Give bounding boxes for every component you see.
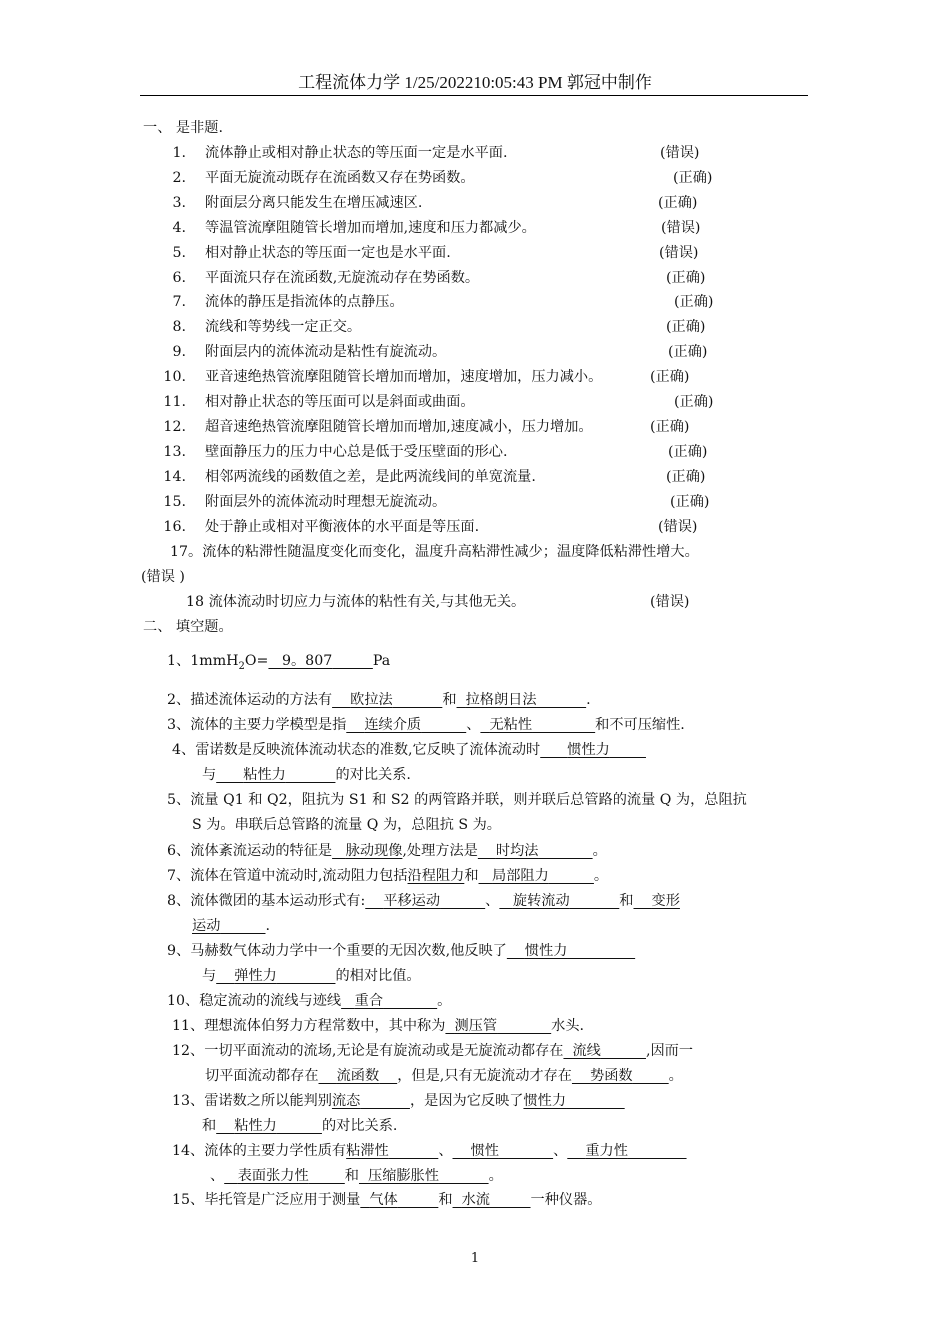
tf-item-answer: (正确) <box>658 194 698 211</box>
q3-mid: 、 <box>466 717 481 733</box>
q3-blank-1: 连续介质 <box>364 717 422 733</box>
q7-mid: 和 <box>464 868 479 884</box>
q4-blank-2: 粘性力 <box>243 767 286 783</box>
tf-item-number: 9. <box>172 344 186 361</box>
q6-mid: ,处理方法是 <box>402 843 478 859</box>
tf-item-text: 平面流只存在流函数,无旋流动存在势函数。 <box>205 269 480 286</box>
tf-item-number: 4. <box>172 219 186 236</box>
tf-item-text: 相邻两流线的函数值之差，是此两流线间的单宽流量. <box>205 468 536 485</box>
tf-item-number: 14. <box>163 468 186 485</box>
tf-item-answer: (正确) <box>668 443 708 460</box>
fill-q4-line1 <box>172 741 646 759</box>
q15-suffix: 一种仪器。 <box>530 1192 602 1208</box>
q3-prefix: 3、流体的主要力学模型是指 <box>167 717 347 733</box>
header-rule <box>140 95 808 96</box>
tf-item-answer: (正确) <box>670 493 710 510</box>
q2-blank-1: 欧拉法 <box>350 692 393 708</box>
q14-mid2: 、 <box>553 1143 568 1159</box>
q6-prefix: 6、流体紊流运动的特征是 <box>167 843 333 859</box>
tf-item-number: 5. <box>172 244 186 261</box>
q11-blank-1: 测压管 <box>454 1018 498 1034</box>
tf-item-number: 11. <box>163 394 186 410</box>
tf-item-text: 流线和等势线一定正交。 <box>205 319 362 336</box>
tf-item-text: 超音速绝热管流摩阻随管长增加而增加,速度减小，压力增加。 <box>205 418 593 435</box>
q14-blank-2: 惯性 <box>470 1143 499 1159</box>
q2-suffix: . <box>586 692 591 708</box>
q8-suffix: . <box>265 918 271 934</box>
section2-heading: 二、 填空题。 <box>143 619 233 635</box>
fill-q2 <box>167 691 591 709</box>
q12-blank-3: 势函数 <box>590 1068 633 1084</box>
tf-item-answer: (正确) <box>666 468 706 485</box>
tf-item-number: 3. <box>172 194 186 211</box>
q6-blank-1: 脉动现像 <box>345 843 403 859</box>
q3-suffix: 和不可压缩性. <box>595 717 685 733</box>
q12-mid2: ，但是,只有无旋流动才存在 <box>397 1068 572 1084</box>
q15-prefix: 15、毕托管是广泛应用于测量 <box>172 1192 361 1208</box>
tf-item-number: 12. <box>163 418 186 435</box>
tf-item-number: 6. <box>172 269 186 286</box>
tf-item-text: 附面层内的流体流动是粘性有旋流动。 <box>205 344 447 361</box>
tf-item-text: 亚音速绝热管流摩阻随管长增加而增加，速度增加，压力减小。 <box>205 369 603 386</box>
fill-q7 <box>167 867 608 885</box>
q1-blank: 9。807 <box>281 653 333 669</box>
fill-q9-line2 <box>202 967 421 985</box>
q9-blank-2: 弹性力 <box>234 968 277 984</box>
q14-line2-prefix: 、 <box>210 1168 225 1184</box>
page-number: 1 <box>470 1251 480 1266</box>
tf-item-answer: (错误) <box>660 145 700 161</box>
tf-item-answer: (正确) <box>650 369 690 386</box>
fill-q12-line1 <box>172 1042 693 1060</box>
fill-q5-line2: S 为。串联后总管路的流量 Q 为，总阻抗 S 为。 <box>192 817 501 833</box>
q6-suffix: 。 <box>592 843 607 859</box>
fill-q11 <box>172 1017 584 1035</box>
q4-blank-1: 惯性力 <box>567 742 610 758</box>
q7-prefix: 7、流体在管道中流动时,流动阻力包括 <box>167 868 408 884</box>
tf-item-17: 17。流体的粘滞性随温度变化而变化，温度升高粘滞性减少；温度降低粘滞性增大。 <box>170 544 699 560</box>
tf-item-text: 相对静止状态的等压面可以是斜面或曲面。 <box>205 394 475 410</box>
q15-blank-2: 水流 <box>461 1192 490 1208</box>
tf-item-answer: (正确) <box>666 319 706 336</box>
tf-item-answer: (正确) <box>650 418 690 435</box>
tf-item-number: 13. <box>163 443 186 460</box>
fill-q9-line1 <box>167 942 635 960</box>
q4-line2-prefix: 与 <box>202 767 217 783</box>
tf-item-answer: (正确) <box>668 344 708 361</box>
q14-suffix: 。 <box>488 1168 503 1184</box>
q10-prefix: 10、稳定流动的流线与迹线 <box>167 993 342 1009</box>
q10-blank-1: 重合 <box>354 993 384 1009</box>
tf-item-answer: (正确) <box>674 294 714 311</box>
tf-item-number: 8. <box>172 319 186 336</box>
q14-prefix: 14、流体的主要力学性质有 <box>172 1143 347 1159</box>
q9-prefix: 9、马赫数气体动力学中一个重要的无因次数,他反映了 <box>167 943 507 959</box>
q13-blank-2: 惯性力 <box>523 1093 567 1109</box>
q15-blank-1: 气体 <box>369 1192 398 1208</box>
tf-item-answer: (正确) <box>666 269 706 286</box>
fill-q15 <box>172 1191 602 1209</box>
q9-line2-prefix: 与 <box>202 968 217 984</box>
fill-q13-line1 <box>172 1092 625 1110</box>
tf-item-text: 流体的静压是指流体的点静压。 <box>205 294 404 311</box>
q8-mid2: 和 <box>619 893 634 909</box>
fill-q6 <box>167 842 607 860</box>
q8-blank-3b: 运动 <box>192 918 221 934</box>
q8-blank-1: 平移运动 <box>383 893 441 909</box>
q8-mid1: 、 <box>485 893 500 909</box>
q4-prefix: 4、雷诺数是反映流体流动状态的准数,它反映了流体流动时 <box>172 742 541 758</box>
tf-item-answer: (错误) <box>661 219 701 236</box>
tf-item-18: 18 流体流动时切应力与流体的粘性有关,与其他无关。 <box>186 594 526 610</box>
q9-blank-1: 惯性力 <box>524 943 568 959</box>
tf-item-answer: (错误) <box>658 518 698 535</box>
q12-line2-prefix: 切平面流动都存在 <box>205 1068 319 1084</box>
tf-item-text: 附面层分离只能发生在增压减速区. <box>205 194 423 211</box>
q13-mid: ，是因为它反映了 <box>409 1093 524 1109</box>
q6-blank-2: 时均法 <box>495 843 539 859</box>
tf-item-number: 16. <box>163 518 186 535</box>
q2-blank-2: 拉格朗日法 <box>465 692 537 708</box>
q7-suffix: 。 <box>593 868 609 884</box>
q8-prefix: 8、流体微团的基本运动形式有: <box>167 893 366 909</box>
tf-item-text: 平面无旋流动既存在流函数又存在势函数。 <box>205 169 475 186</box>
q12-suffix: 。 <box>668 1068 683 1084</box>
q1-suffix: Pa <box>372 653 391 669</box>
fill-q5-line1: 5、流量 Q1 和 Q2，阻抗为 S1 和 S2 的两管路并联，则并联后总管路的流量 Q 为，总阻抗 <box>167 792 747 808</box>
fill-q8-line2 <box>192 917 270 935</box>
q9-suffix: 的相对比值。 <box>335 968 421 984</box>
q11-suffix: 水头. <box>551 1018 585 1034</box>
q8-blank-2: 旋转流动 <box>512 893 570 909</box>
tf-item-text: 附面层外的流体流动时理想无旋流动。 <box>205 493 447 510</box>
tf-item-answer: (错误) <box>659 244 699 261</box>
q13-suffix: 的对比关系. <box>321 1118 398 1134</box>
fill-q12-line2 <box>205 1067 683 1085</box>
tf-item-answer: (正确) <box>673 169 713 186</box>
q1-prefix: 1、1mmH <box>167 653 239 669</box>
q14-blank-1: 粘滞性 <box>346 1143 389 1159</box>
q13-line2-prefix: 和 <box>202 1118 217 1134</box>
q3-blank-2: 无粘性 <box>489 717 533 733</box>
q12-prefix: 12、一切平面流动的流场,无论是有旋流动或是无旋流动都存在 <box>172 1043 564 1059</box>
q12-blank-2: 流函数 <box>336 1068 380 1084</box>
tf-item-text: 壁面静压力的压力中心总是低于受压壁面的形心. <box>205 443 508 460</box>
q12-mid1: ,因而一 <box>645 1043 694 1059</box>
tf-item-number: 2. <box>172 169 186 186</box>
q15-mid: 和 <box>438 1192 453 1208</box>
tf-item-number: 7. <box>172 294 186 311</box>
tf-item-18-answer: (错误) <box>650 594 690 610</box>
tf-item-number: 1. <box>172 145 186 161</box>
q14-mid3: 和 <box>344 1168 359 1184</box>
tf-item-text: 相对静止状态的等压面一定也是水平面. <box>205 244 451 261</box>
q11-prefix: 11、理想流体伯努力方程常数中，其中称为 <box>172 1018 446 1034</box>
tf-item-text: 处于静止或相对平衡液体的水平面是等压面. <box>205 518 480 535</box>
tf-item-text: 流体静止或相对静止状态的等压面一定是水平面. <box>205 145 508 161</box>
fill-q10 <box>167 992 451 1010</box>
q10-suffix: 。 <box>437 993 452 1009</box>
q13-blank-3: 粘性力 <box>234 1118 277 1134</box>
section1-heading: 一、 是非题. <box>143 120 223 136</box>
q4-suffix: 的对比关系. <box>335 767 411 783</box>
fill-q1 <box>167 652 390 676</box>
q2-prefix: 2、描述流体运动的方法有 <box>167 692 333 708</box>
q14-blank-3: 重力性 <box>585 1143 628 1159</box>
q8-blank-3a: 变形 <box>651 893 680 909</box>
q14-blank-5: 压缩膨胀性 <box>368 1168 439 1184</box>
tf-item-answer: (正确) <box>674 394 714 410</box>
q14-blank-4: 表面张力性 <box>237 1168 309 1184</box>
q7-blank-1: 沿程阻力 <box>407 868 465 884</box>
tf-item-17-answer: (错误 ) <box>141 569 185 585</box>
fill-q13-line2 <box>202 1117 397 1135</box>
q13-blank-1: 流态 <box>331 1093 361 1109</box>
q13-prefix: 13、雷诺数之所以能判别 <box>172 1093 332 1109</box>
q2-mid: 和 <box>442 692 457 708</box>
q1-mid: O= <box>244 653 269 669</box>
fill-q3 <box>167 716 685 734</box>
tf-item-number: 15. <box>163 493 186 510</box>
tf-item-number: 10. <box>163 369 186 386</box>
q1-sub: 2 <box>238 660 245 672</box>
fill-q4-line2 <box>202 766 411 784</box>
q12-blank-1: 流线 <box>572 1043 601 1059</box>
q7-blank-2: 局部阻力 <box>492 868 549 884</box>
fill-q14-line1 <box>172 1142 687 1160</box>
q14-mid1: 、 <box>438 1143 453 1159</box>
tf-item-text: 等温管流摩阻随管长增加而增加,速度和压力都减少。 <box>205 219 536 236</box>
page-header: 工程流体力学 1/25/202210:05:43 PM 郭冠中制作 <box>298 73 652 92</box>
fill-q8-line1 <box>167 892 680 910</box>
fill-q14-line2 <box>210 1167 503 1185</box>
